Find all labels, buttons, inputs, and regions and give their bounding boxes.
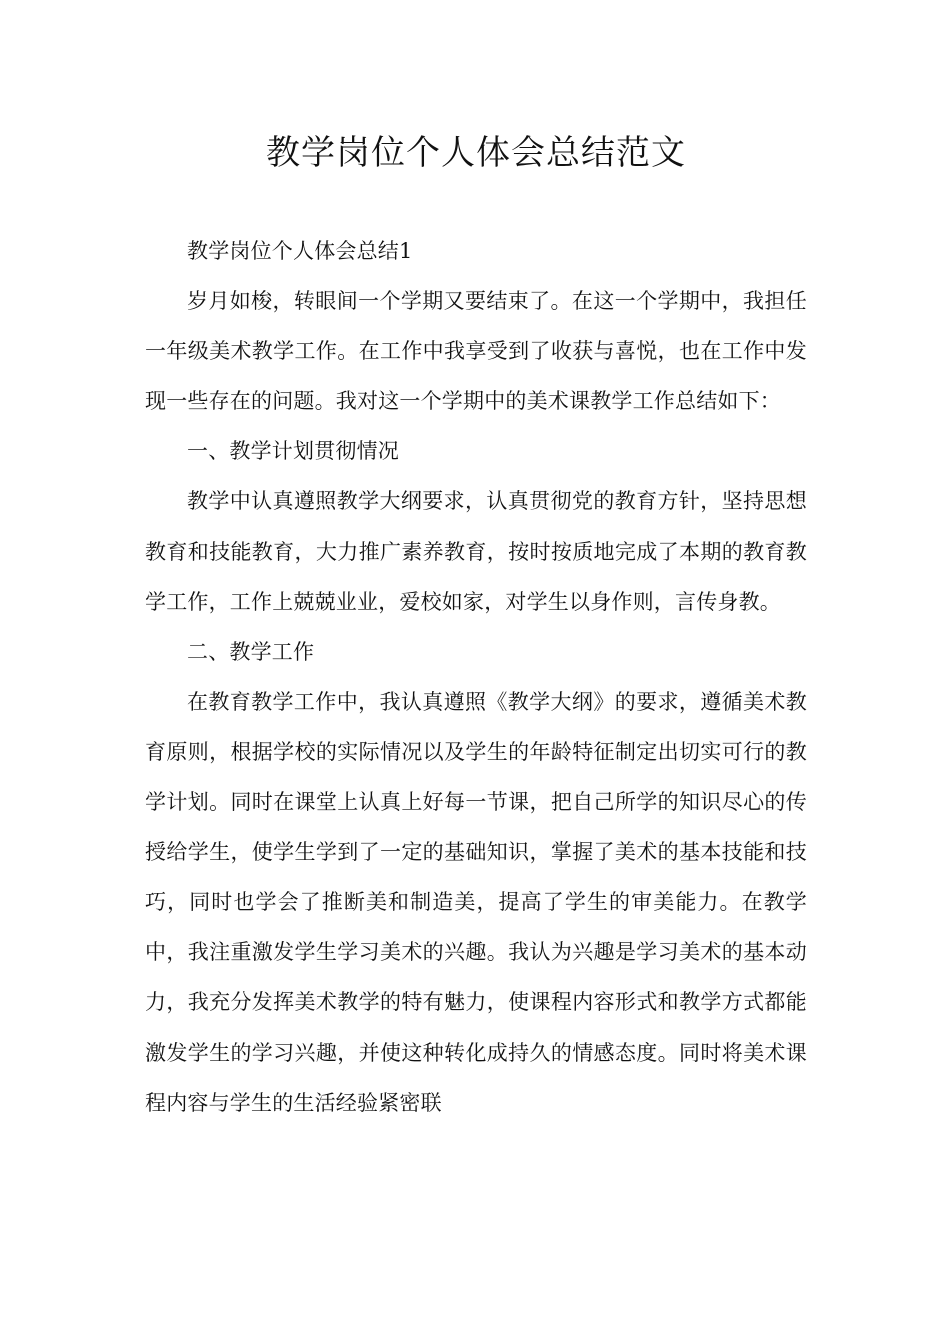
paragraph-intro: 岁月如梭，转眼间一个学期又要结束了。在这一个学期中，我担任一年级美术教学工作。在工作中我享受到了收获与喜悦，也在工作中发现一些存在的问题。我对这一个学期中的美术课教学工作总结如下： <box>145 289 807 414</box>
section-title: 教学岗位个人体会总结1 <box>187 239 413 263</box>
paragraph-teaching-work: 在教育教学工作中，我认真遵照《教学大纲》的要求，遵循美术教育原则，根据学校的实际情况以及学生的年龄特征制定出切实可行的教学计划。同时在课堂上认真上好每一节课，把自己所学的知识尽心的传授给学生，使学生学到了一定的基础知识，掌握了美术的基本技能和技巧，同时也学会了推断美和制造美，提高了学生的审美能力。在教学中，我注重激发学生学习美术的兴趣。我认为兴趣是学习美术的基本动力，我充分发挥美术教学的特有魅力，使课程内容形式和教学方式都能激发学生的学习兴趣，并使这种转化成持久的情感态度。同时将美术课程内容与学生的生活经验紧密联 <box>145 689 807 1115</box>
heading-teaching-plan: 一、教学计划贯彻情况 <box>187 439 399 464</box>
paragraph-teaching-plan: 教学中认真遵照教学大纲要求，认真贯彻党的教育方针，坚持思想教育和技能教育，大力推广素养教育，按时按质地完成了本期的教育教学工作，工作上兢兢业业，爱校如家，对学生以身作则，言传身教。 <box>145 489 807 614</box>
heading-teaching-work: 二、教学工作 <box>187 639 315 664</box>
document-title: 教学岗位个人体会总结范文 <box>266 133 686 173</box>
document-body <box>145 226 807 1128</box>
